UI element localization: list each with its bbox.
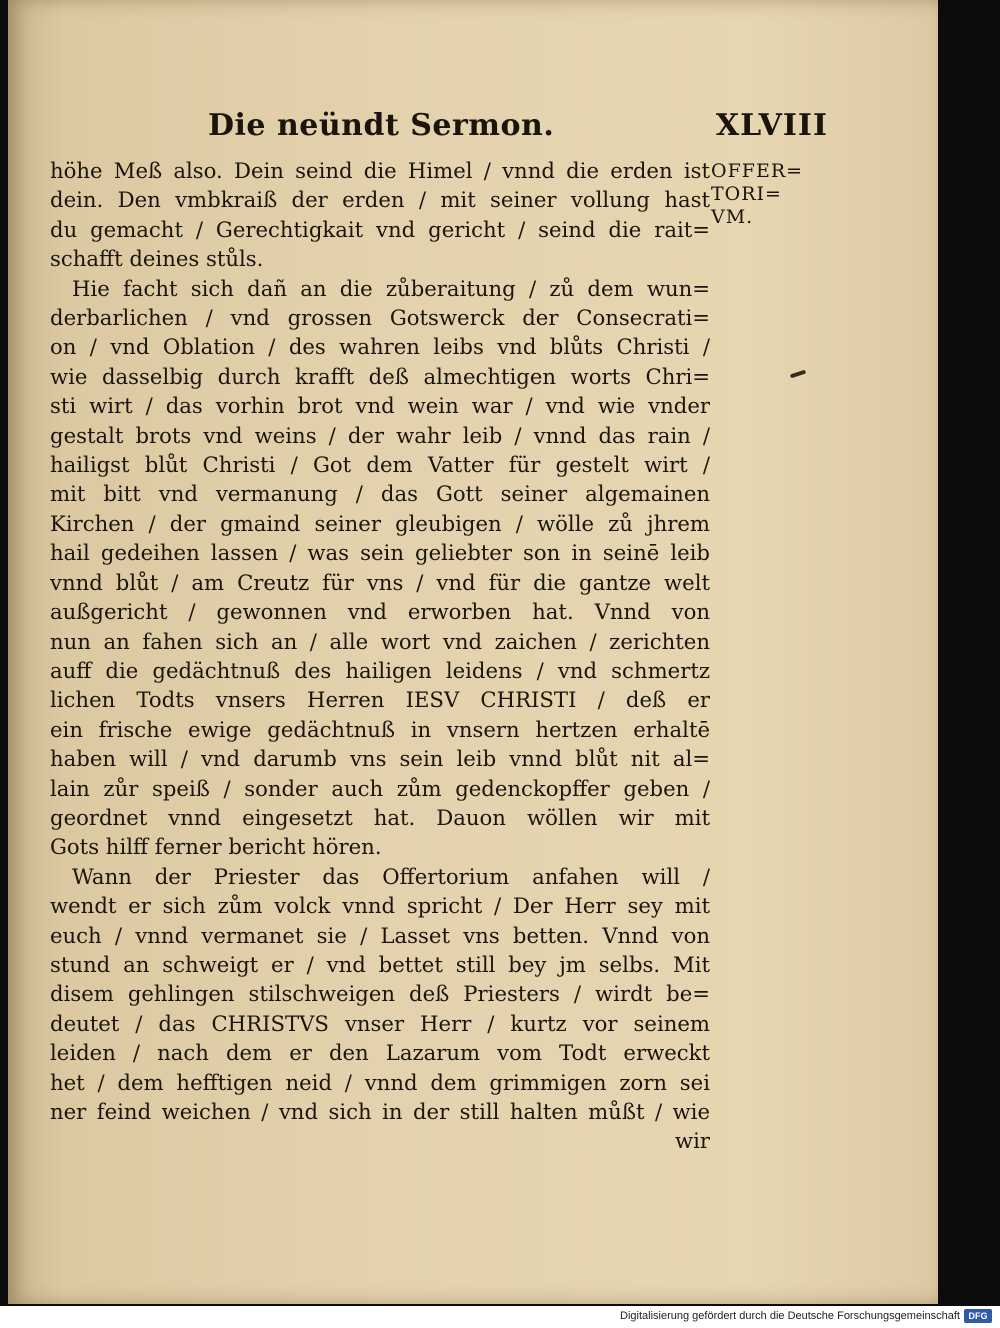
text-line: ner feind weichen / vnd sich in der still halten můßt / wie: [50, 1099, 710, 1124]
text-line: du gemacht / Gerechtigkait vnd gericht / seind die rait=: [50, 216, 710, 242]
funding-credit: Digitalisierung gefördert durch die Deutsche Forschungsgemeinschaft: [620, 1310, 960, 1322]
catchword: wir: [674, 1128, 710, 1154]
text-line: derbarlichen / vnd grossen Gotswerck der Consecrati=: [50, 305, 710, 331]
text-line: disem gehlingen stilschweigen deß Priesters / wirdt be=: [50, 981, 710, 1007]
marginal-note-line: OFFER=: [711, 160, 804, 182]
text-line: wie dasselbig durch krafft deß almechtigen worts Chri=: [50, 363, 710, 389]
running-head: [208, 108, 828, 152]
dfg-logo: DFG: [964, 1309, 992, 1323]
marginal-note: [711, 160, 821, 229]
text-line: lichen Todts vnsers Herren IESV CHRISTI / deß er: [50, 687, 710, 713]
text-line: Gots hilff ferner bericht hören.: [50, 834, 382, 860]
text-line: Wann der Priester das Offertorium anfahen will /: [72, 863, 710, 889]
text-line: außgericht / gewonnen vnd erworben hat. Vnnd von: [50, 599, 710, 625]
text-line: on / vnd Oblation / des wahren leibs vnd blůts Christi /: [50, 334, 710, 360]
text-line: stund an schweigt er / vnd bettet still bey jm selbs. Mit: [50, 951, 710, 977]
text-line: lain zůr speiß / sonder auch zům gedenckopffer geben /: [50, 775, 710, 801]
text-line: höhe Meß also. Dein seind die Himel / vnnd die erden ist: [50, 158, 710, 183]
text-line: auff die gedächtnuß des hailigen leidens / vnd schmertz: [50, 657, 710, 683]
text-line: het / dem hefftigen neid / vnnd dem grimmigen zorn sei: [50, 1069, 710, 1095]
text-line: geordnet vnnd eingesetzt hat. Dauon wöllen wir mit: [50, 804, 710, 830]
folio-number: XLVIII: [715, 108, 828, 143]
ink-mark: [790, 370, 806, 379]
text-line: gestalt brots vnd weins / der wahr leib / vnnd das rain /: [50, 422, 710, 448]
text-line: euch / vnnd vermanet sie / Lasset vns betten. Vnnd von: [50, 922, 710, 948]
text-line: vnnd blůt / am Creutz für vns / vnd für die gantze welt: [50, 569, 710, 595]
marginal-note-line: VM.: [711, 206, 754, 228]
text-line: schafft deines stůls.: [50, 246, 264, 272]
digitization-footer: [0, 1306, 1000, 1328]
text-line: Kirchen / der gmaind seiner gleubigen / wölle zů jhrem: [50, 510, 710, 536]
text-line: haben will / vnd darumb vns sein leib vnnd blůt nit al=: [50, 746, 710, 772]
text-line: leiden / nach dem er den Lazarum vom Todt erweckt: [50, 1040, 710, 1066]
text-line: wendt er sich zům volck vnnd spricht / Der Herr sey mit: [50, 893, 710, 919]
text-line: dein. Den vmbkraiß der erden / mit seiner vollung hast: [50, 187, 710, 213]
text-line: deutet / das CHRISTVS vnser Herr / kurtz vor seinem: [50, 1010, 710, 1036]
text-line: sti wirt / das vorhin brot vnd wein war / vnd wie vnder: [50, 393, 710, 419]
text-line: nun an fahen sich an / alle wort vnd zaichen / zerichten: [50, 628, 710, 654]
book-page: [8, 0, 938, 1304]
body-text: [50, 156, 710, 1156]
running-title: Die neündt Sermon.: [208, 108, 555, 143]
text-line: hailigst blůt Christi / Got dem Vatter für gestelt wirt /: [50, 452, 710, 478]
text-line: ein frische ewige gedächtnuß in vnsern hertzen erhaltē: [50, 716, 710, 742]
marginal-note-line: TORI=: [711, 183, 782, 205]
text-line: mit bitt vnd vermanung / das Gott seiner algemainen: [50, 481, 710, 507]
text-line: Hie facht sich dañ an die zůberaitung / zů dem wun=: [72, 275, 710, 301]
text-line: hail gedeihen lassen / was sein geliebter son in seinē leib: [50, 540, 710, 566]
